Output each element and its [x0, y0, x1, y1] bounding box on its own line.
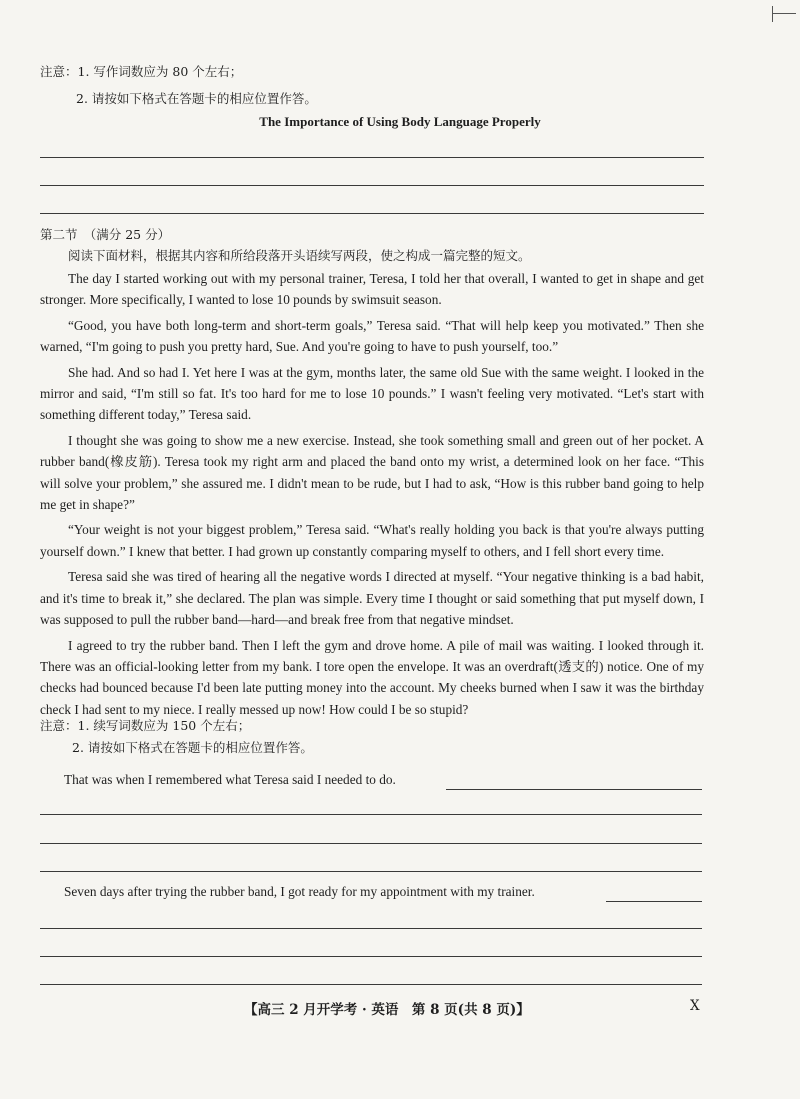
footer-mark: X — [690, 998, 700, 1014]
essay-title: The Importance of Using Body Language Properly — [259, 114, 541, 129]
answer-line — [446, 789, 702, 790]
story-paragraph: Teresa said she was tired of hearing all the negative words I directed at myself. “Your negative thinking is a bad habit, and it's time to break it,” she declared. The plan was simple. Every time I thought or said something that put myself down, I was supposed to pull the rubber band—hard—and break free from that negative mindset. — [40, 569, 704, 628]
continuation-note-1: 注意：1. 续写词数应为 150 个左右； — [40, 718, 251, 733]
answer-line — [40, 185, 704, 186]
answer-line — [606, 901, 702, 902]
answer-line — [40, 956, 702, 957]
answer-line — [40, 213, 704, 214]
story-text — [40, 268, 704, 724]
story-paragraph: She had. And so had I. Yet here I was at the gym, months later, the same old Sue with the same weight. I looked in the mirror and said, “I'm still so fat. It's too hard for me to lose 10 pounds.” I wasn't feeling very motivated. “Let's start with something different today,” Teresa said. — [40, 364, 704, 423]
writing-note-1: 注意：1. 写作词数应为 80 个左右； — [40, 64, 243, 79]
story-paragraph: “Your weight is not your biggest problem,” Teresa said. “What's really holding you back is that you're always putting yourself down.” I knew that better. I had grown up constantly comparing myself to others, and I fell short every time. — [40, 522, 704, 559]
corner-mark-bar — [772, 13, 796, 14]
writing-note-2: 2. 请按如下格式在答题卡的相应位置作答。 — [76, 91, 317, 106]
continuation-note-2: 2. 请按如下格式在答题卡的相应位置作答。 — [72, 740, 313, 755]
story-paragraph: I agreed to try the rubber band. Then I left the gym and drove home. A pile of mail was waiting. I looked through it. There was an official-looking letter from my bank. I tore open the envelope. It was an overdraft(透支的) notice. One of my checks had bounced because I'd been late putting money into the account. My cheeks burned when I saw it was the birthday check I had sent to my niece. I really messed up now! How could I be so stupid? — [40, 637, 704, 717]
answer-line — [40, 984, 702, 985]
story-paragraph: The day I started working out with my personal trainer, Teresa, I told her that overall, I wanted to get in shape and get stronger. More specifically, I wanted to lose 10 pounds by swimsuit season. — [40, 271, 704, 308]
answer-line — [40, 871, 702, 872]
page-footer: 【高三 2 月开学考 · 英语 第 8 页(共 8 页)】 — [244, 1002, 530, 1018]
answer-line — [40, 157, 704, 158]
answer-line — [40, 928, 702, 929]
paragraph-prompt-2: Seven days after trying the rubber band, I got ready for my appointment with my trainer. — [64, 884, 535, 899]
corner-mark — [772, 6, 773, 22]
answer-line — [40, 814, 702, 815]
story-paragraph: I thought she was going to show me a new exercise. Instead, she took something small and green out of her pocket. A rubber band(橡皮筋). Teresa took my right arm and placed the band onto my wrist, a determined look on her face. “This will solve your problem,” she assured me. I didn't mean to be rude, but I had to ask, “How is this rubber band going to help me get in shape?” — [40, 432, 704, 513]
section-instruction: 阅读下面材料，根据其内容和所给段落开头语续写两段，使之构成一篇完整的短文。 — [68, 248, 531, 263]
section-heading: 第二节 （满分 25 分） — [40, 227, 171, 242]
paragraph-prompt-1: That was when I remembered what Teresa said I needed to do. — [64, 772, 396, 787]
answer-line — [40, 843, 702, 844]
story-paragraph: “Good, you have both long-term and short-term goals,” Teresa said. “That will help keep you motivated.” Then she warned, “I'm going to push you pretty hard, Sue. And you're going to have to push yourself, too.” — [40, 317, 704, 355]
